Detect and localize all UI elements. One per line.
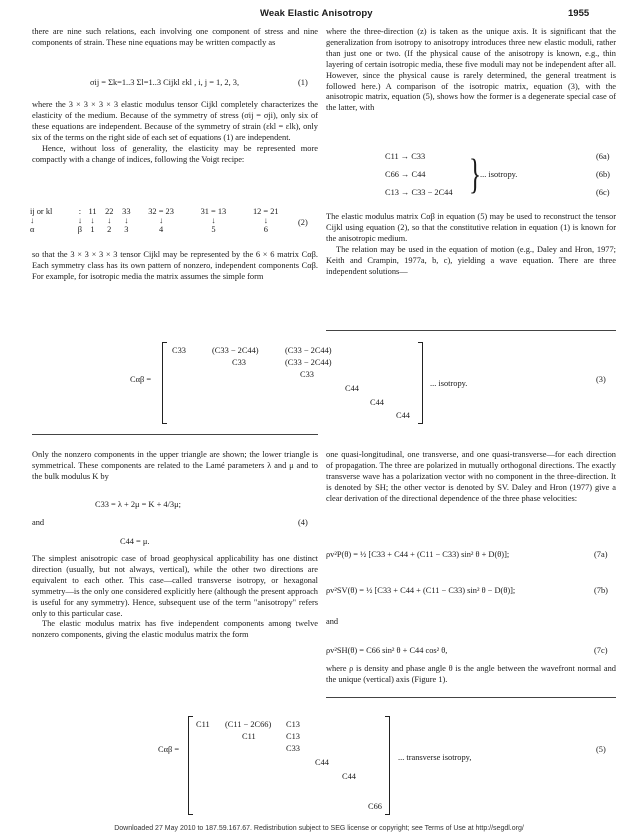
left-column-upper-2 [32, 100, 318, 165]
matrix-3-right-bracket [418, 342, 423, 424]
matrix-3-text: ... isotropy. [430, 379, 468, 388]
download-footer: Downloaded 27 May 2010 to 187.59.167.67. Redistribution subject to SEG license or copyright; see Terms of Use at http://segdl.org/ [114, 825, 524, 832]
separator-rule [326, 330, 616, 331]
equation-1-number: (1) [298, 78, 308, 87]
equation-6b: C66 → C44 [385, 170, 426, 179]
voigt-cell: ↓ [158, 216, 164, 225]
equation-1-text: σij = Σk=1..3 Σl=1..3 Cijkl εkl , i, j = 1, 2, 3, [90, 78, 240, 87]
matrix-3-label: Cαβ = [130, 375, 152, 384]
voigt-cell: 1 [90, 225, 95, 234]
voigt-row-arrows [30, 216, 292, 225]
matrix-3-left-bracket [162, 342, 167, 424]
matrix-3-c44: C44 [345, 384, 359, 393]
voigt-cell: ↓ [124, 216, 129, 225]
equation-3-number: (3) [596, 375, 606, 384]
voigt-cell: 31 = 13 [200, 207, 227, 216]
paragraph: where ρ is density and phase angle θ is the angle between the wavefront normal and the unique (vertical) axis (Figure 1). [326, 664, 616, 684]
right-column-upper-2 [326, 212, 616, 277]
equation-6a-number: (6a) [596, 152, 610, 161]
running-header-title: Weak Elastic Anisotropy [260, 8, 373, 19]
matrix-5-c12: (C11 − 2C66) [225, 720, 272, 729]
matrix-5-left-bracket [188, 716, 193, 815]
voigt-cell: 11 [88, 207, 97, 216]
paragraph: where the 3 × 3 × 3 × 3 elastic modulus tensor Cijkl completely characterizes the elasticity of the medium. Because of the symmetry of stress (σij = σji), only six of these equations are independent. Because of the symmetry of strain (εkl = εlk), only six of the terms on the right side of each set of equations (1) are independent. [32, 100, 318, 142]
right-column-lower [326, 450, 616, 505]
equation-4-number: (4) [298, 518, 308, 527]
equation-2-number: (2) [298, 218, 308, 227]
equation-7a: ρv²P(θ) = ½ [C33 + C44 + (C11 − C33) sin² θ + D(θ)]; [326, 550, 510, 559]
separator-rule [32, 434, 318, 435]
voigt-row-greek [30, 225, 292, 234]
matrix-3-c12: (C33 − 2C44) [212, 346, 259, 355]
left-column-lower-2 [32, 554, 318, 641]
equation-4a: C33 = λ + 2μ = K + 4/3μ; [95, 500, 181, 509]
paragraph: The simplest anisotropic case of broad geophysical applicability has one distinct direction (usually, but not always, vertical), while the other two directions are equivalent to each other. This case—called transverse isotropy, or hexagonal symmetry—is the only one considered explicitly here (although the present approach is useful for any symmetry). Hence, subsequent use of the term "anisotropy" refers only to this particular case. [32, 554, 318, 618]
matrix-5-c13: C13 [286, 720, 300, 729]
equation-6c-number: (6c) [596, 188, 610, 197]
paragraph: Hence, without loss of generality, the elasticity may be represented more compactly with a change of indices, following the Voigt recipe: [32, 143, 318, 164]
matrix-5-c66: C66 [368, 802, 382, 811]
matrix-3-c33b: C33 [300, 370, 314, 379]
voigt-cell: ↓ [107, 216, 112, 225]
paragraph: The relation may be used in the equation of motion (e.g., Daley and Hron, 1977; Keith and Crampin, 1977a, b, c), yielding a wave equation. There are three independent solutions— [326, 244, 616, 276]
matrix-3-c55: C44 [370, 398, 384, 407]
matrix-5-c23: C13 [286, 732, 300, 741]
matrix-3-c23: (C33 − 2C44) [285, 358, 332, 367]
equation-7b-number: (7b) [594, 586, 608, 595]
paragraph: The elastic modulus matrix has five independent components among twelve nonzero components, giving the elastic modulus matrix the form [32, 619, 318, 640]
voigt-cell: ↓ [90, 216, 95, 225]
voigt-cell: ij or kl [30, 207, 53, 216]
right-column-upper [326, 27, 616, 114]
voigt-cell: α [30, 225, 35, 234]
equation-5-number: (5) [596, 745, 606, 754]
and-word: and [326, 617, 339, 626]
left-column-upper-3 [32, 250, 318, 283]
and-word: and [32, 518, 45, 527]
paragraph: The elastic modulus matrix Cαβ in equation (5) may be used to reconstruct the tensor Cijkl using equation (2), so that the constitutive relation in equation (1) is known for the anisotropic medium. [326, 212, 616, 243]
paragraph: there are nine such relations, each involving one component of stress and nine components of strain. These nine equations may be written compactly as [32, 27, 318, 47]
voigt-cell: 3 [124, 225, 129, 234]
voigt-cell: ↓ [77, 216, 82, 225]
voigt-cell: 33 [122, 207, 131, 216]
matrix-5-label: Cαβ = [158, 745, 180, 754]
equation-7c-number: (7c) [594, 646, 608, 655]
voigt-cell: 22 [105, 207, 114, 216]
matrix-5-right-bracket [385, 716, 390, 815]
matrix-3-c33: C33 [172, 346, 186, 355]
voigt-table [30, 207, 292, 234]
right-column-lower-2 [326, 664, 616, 686]
equation-4b: C44 = μ. [120, 537, 150, 546]
left-column-lower [32, 450, 318, 483]
equation-6b-number: (6b) [596, 170, 610, 179]
matrix-3-c66: C44 [396, 411, 410, 420]
paragraph: where the three-direction (z) is taken as the unique axis. It is significant that the generalization from isotropy to anisotropy introduces three new elastic moduli, rather than just one or two. (If the physical cause of the anisotropy is known, e.g., thin layering of certain isotropic media, these five moduli may not be independent after all. However, since the physical cause is rarely determined, the general treatment is followed here.) A comparison of the isotropic matrix, equation (3), with the anisotropic matrix, equation (5), shows how the former is a degenerate special case of the latter, with [326, 27, 617, 113]
voigt-cell: : [78, 207, 82, 216]
equation-6a: C11 → C33 [385, 152, 426, 161]
equation-7b: ρv²SV(θ) = ½ [C33 + C44 + (C11 − C33) sin² θ − D(θ)]; [326, 586, 516, 595]
matrix-5-c11: C11 [196, 720, 210, 729]
equation-7a-number: (7a) [594, 550, 608, 559]
voigt-cell: 32 = 23 [148, 207, 174, 216]
voigt-row-indices [30, 207, 292, 216]
equation-1 [90, 68, 290, 100]
equation-6c: C13 → C33 − 2C44 [385, 188, 453, 197]
voigt-cell: 4 [158, 225, 164, 234]
voigt-cell: ↓ [263, 216, 268, 225]
paragraph: one quasi-longitudinal, one transverse, and one quasi-transverse—for each direction of propagation. The three are polarized in mutually orthogonal directions. The exactly transverse wave has a polarization vector with no component in the three-direction. It is denoted by SH; the other vector is denoted by SV. Daley and Hron (1977) give a clear derivation of the directional dependence of the three phase velocities: [326, 450, 616, 503]
separator-rule [326, 697, 616, 698]
matrix-3-c13: (C33 − 2C44) [285, 346, 332, 355]
voigt-cell: ↓ [211, 216, 216, 225]
matrix-5-c33: C33 [286, 744, 300, 753]
equation-6-text: ... isotropy. [480, 170, 518, 179]
page-number: 1955 [568, 8, 590, 19]
voigt-cell: 6 [263, 225, 268, 234]
matrix-5-c44: C44 [315, 758, 329, 767]
voigt-cell: ↓ [30, 216, 35, 225]
voigt-cell: β [77, 225, 83, 234]
voigt-cell: 5 [211, 225, 216, 234]
voigt-cell: 2 [107, 225, 112, 234]
voigt-cell: 12 = 21 [252, 207, 279, 216]
paragraph: Only the nonzero components in the upper triangle are shown; the lower triangle is symmetrical. These components are related to the Lamé parameters λ and μ and to the bulk modulus K by [32, 450, 318, 481]
right-brace: } [469, 152, 482, 198]
matrix-5-c22: C11 [242, 732, 256, 741]
equation-7c: ρv²SH(θ) = C66 sin² θ + C44 cos² θ, [326, 646, 448, 655]
matrix-5-text: ... transverse isotropy, [398, 753, 472, 762]
matrix-5-c55: C44 [342, 772, 356, 781]
matrix-3-c22: C33 [232, 358, 246, 367]
paragraph: so that the 3 × 3 × 3 × 3 tensor Cijkl may be represented by the 6 × 6 matrix Cαβ. Each symmetry class has its own pattern of nonzero, independent components Cαβ. For example, for isotropic media the matrix assumes the simple form [32, 250, 318, 281]
left-column-upper [32, 27, 318, 49]
